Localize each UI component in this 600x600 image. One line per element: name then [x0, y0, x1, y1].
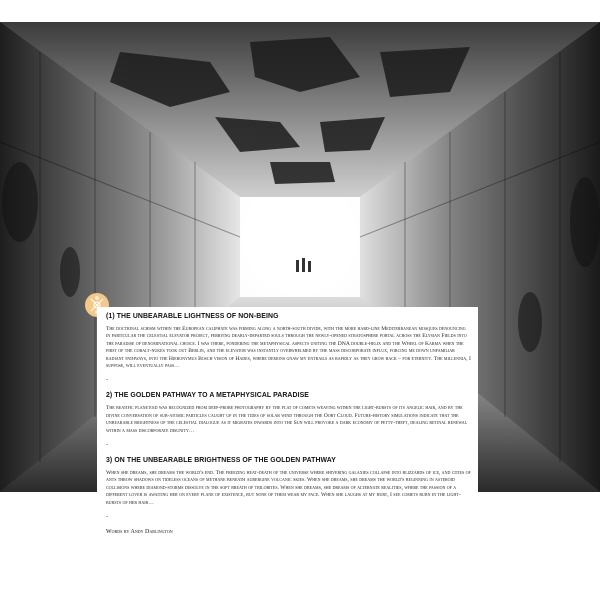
- section-2: [106, 392, 471, 448]
- section-title: 3) ON THE UNBEARABLE BRIGHTNESS OF THE GOLDEN PATHWAY: [106, 457, 336, 465]
- section-separator: -: [106, 442, 108, 449]
- section-body: When she dreams, she dreams the world's end. The freezing heat-death of the universe where shivering galaxies collapse into blizzards of ice, and cities of ants throw shadows on tideless oceans of methane beneath aubergine volcanic skies. When she dreams, she dreams the world's beginning in asteroid collisions where diamond-storms dissolve in the soft breath of trilobites. When she dreams, she dreams of alternate realities, where the passion of a different lover is awaiting her on every plane of existence, but none of them wear my face. When she laughs at my hurt, I see comets burn in the light-bursts of her hair…: [106, 470, 471, 506]
- section-body: The beatific planetoid was recognized from deep-probe photography by the flat of comets weaving within the light-bursts of its angelic hair, and by the divine conversation of sub-atomic particles caught up in the tides of solar wind through the Oort Cloud. Future-history simulations indicate that the unbearable brightness of the celestial dialogue as it migrates inwards into the Sun will provoke a dark economy of petty-theft, dealing retinal renewal within a mass discorporate disunity…: [106, 405, 468, 434]
- section-3: [106, 457, 471, 520]
- section-body: The doctrinal schism within the European caliphate was firming along a north-south divide, with the more hard-line Mediterranean mosques denouncing in particular the celestial elevator project, ferrying dearly-departed souls through the newly-opened stratosphere portal across the Elysian Fields into the paradise of denominational choice. I was there, pondering the metaphysical aspects uniting the DNA double-helix and the Wheel of Karma when the first of the cobalt-nukes took out Berlin, and the elevator was instantly overwhelmed by the mass discorporate influx, forcing me down unfamiliar radiant pathways, into the Hieronymus Bosch vision of Hades, where demons gnaw my entrails as rapidly as they grow back – for eternity. The millennia, I suppose, will eventually pass…: [106, 326, 471, 370]
- text-panel: [97, 307, 478, 590]
- section-title: 2) THE GOLDEN PATHWAY TO A METAPHYSICAL PARADISE: [106, 392, 309, 400]
- author-credit: Words by Andy Darlington: [106, 529, 173, 536]
- section-title: (1) THE UNBEARABLE LIGHTNESS OF NON-BEING: [106, 313, 279, 320]
- section-separator: -: [106, 377, 108, 384]
- section-separator: -: [106, 514, 108, 521]
- section-1: [106, 313, 471, 383]
